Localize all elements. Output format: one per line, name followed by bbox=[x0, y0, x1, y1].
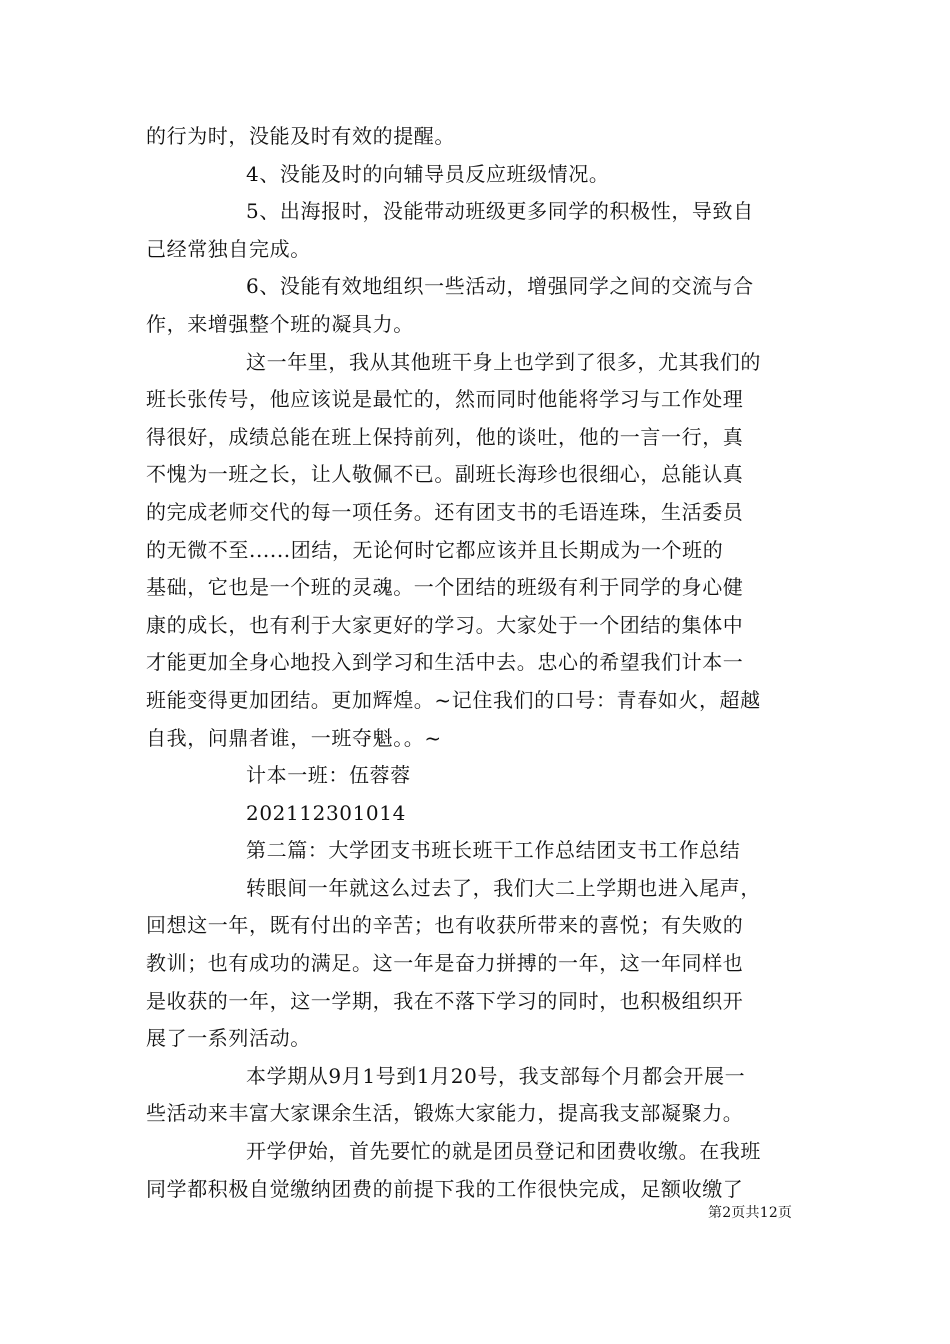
paragraph-previous-continued bbox=[146, 118, 806, 156]
text-line: 班能变得更加团结。更加辉煌。~记住我们的口号：青春如火，超越 bbox=[146, 687, 761, 712]
text-line: 些活动来丰富大家课余生活，锻炼大家能力，提高我支部凝聚力。 bbox=[146, 1101, 744, 1126]
document-body bbox=[146, 118, 806, 1208]
text-line: 这一年里，我从其他班干身上也学到了很多，尤其我们的 bbox=[246, 349, 761, 374]
paragraph-reflection bbox=[146, 344, 806, 758]
text-line: 才能更加全身心地投入到学习和生活中去。忠心的希望我们计本一 bbox=[146, 650, 744, 675]
text-line: 是收获的一年，这一学期，我在不落下学习的同时，也积极组织开 bbox=[146, 988, 744, 1013]
text-line: 自我，问鼎者谁，一班夺魁。。~ bbox=[146, 725, 442, 750]
text-line: 本学期从9月1号到1月20号，我支部每个月都会开展一 bbox=[246, 1063, 746, 1088]
text-line: 开学伊始，首先要忙的就是团员登记和团费收缴。在我班 bbox=[246, 1139, 761, 1164]
signature-student-id bbox=[146, 795, 806, 833]
text-line: 6、没能有效地组织一些活动，增强同学之间的交流与合 bbox=[246, 274, 754, 299]
text-line: 不愧为一班之长，让人敬佩不已。副班长海珍也很细心，总能认真 bbox=[146, 462, 744, 487]
text-line: 第二篇：大学团支书班长班干工作总结团支书工作总结 bbox=[246, 838, 741, 863]
paragraph-item-4 bbox=[146, 156, 806, 194]
text-line: 计本一班：伍蓉蓉 bbox=[246, 763, 411, 788]
text-line: 的行为时，没能及时有效的提醒。 bbox=[146, 124, 455, 148]
paragraph-intro bbox=[146, 870, 806, 1058]
text-line: 得很好，成绩总能在班上保持前列，他的谈吐，他的一言一行，真 bbox=[146, 424, 744, 449]
text-line: 班长张传号，他应该说是最忙的，然而同时他能将学习与工作处理 bbox=[146, 387, 744, 412]
text-line: 4、没能及时的向辅导员反应班级情况。 bbox=[246, 161, 610, 186]
text-line: 202112301014 bbox=[246, 800, 406, 825]
text-line: 转眼间一年就这么过去了，我们大二上学期也进入尾声， bbox=[246, 875, 761, 900]
text-line: 回想这一年，既有付出的辛苦；也有收获所带来的喜悦；有失败的 bbox=[146, 913, 744, 938]
text-line: 基础，它也是一个班的灵魂。一个团结的班级有利于同学的身心健 bbox=[146, 575, 744, 600]
page-number-footer: 第2页共12页 bbox=[708, 1205, 793, 1221]
text-line: 己经常独自完成。 bbox=[146, 236, 311, 261]
text-line: 的无微不至......团结，无论何时它都应该并且长期成为一个班的 bbox=[146, 537, 724, 562]
text-line: 5、出海报时，没能带动班级更多同学的积极性，导致自 bbox=[246, 199, 754, 224]
paragraph-item-6 bbox=[146, 268, 806, 343]
section-heading bbox=[146, 832, 806, 870]
text-line: 展了一系列活动。 bbox=[146, 1026, 311, 1051]
paragraph-semester bbox=[146, 1058, 806, 1133]
text-line: 作，来增强整个班的凝具力。 bbox=[146, 311, 414, 336]
signature-class-name bbox=[146, 757, 806, 795]
paragraph-item-5 bbox=[146, 193, 806, 268]
text-line: 同学都积极自觉缴纳团费的前提下我的工作很快完成，足额收缴了 bbox=[146, 1176, 744, 1201]
paragraph-registration bbox=[146, 1133, 806, 1208]
text-line: 康的成长，也有利于大家更好的学习。大家处于一个团结的集体中 bbox=[146, 612, 744, 637]
text-line: 的完成老师交代的每一项任务。还有团支书的毛语连珠，生活委员 bbox=[146, 499, 744, 524]
text-line: 教训；也有成功的满足。这一年是奋力拼搏的一年，这一年同样也 bbox=[146, 951, 744, 976]
